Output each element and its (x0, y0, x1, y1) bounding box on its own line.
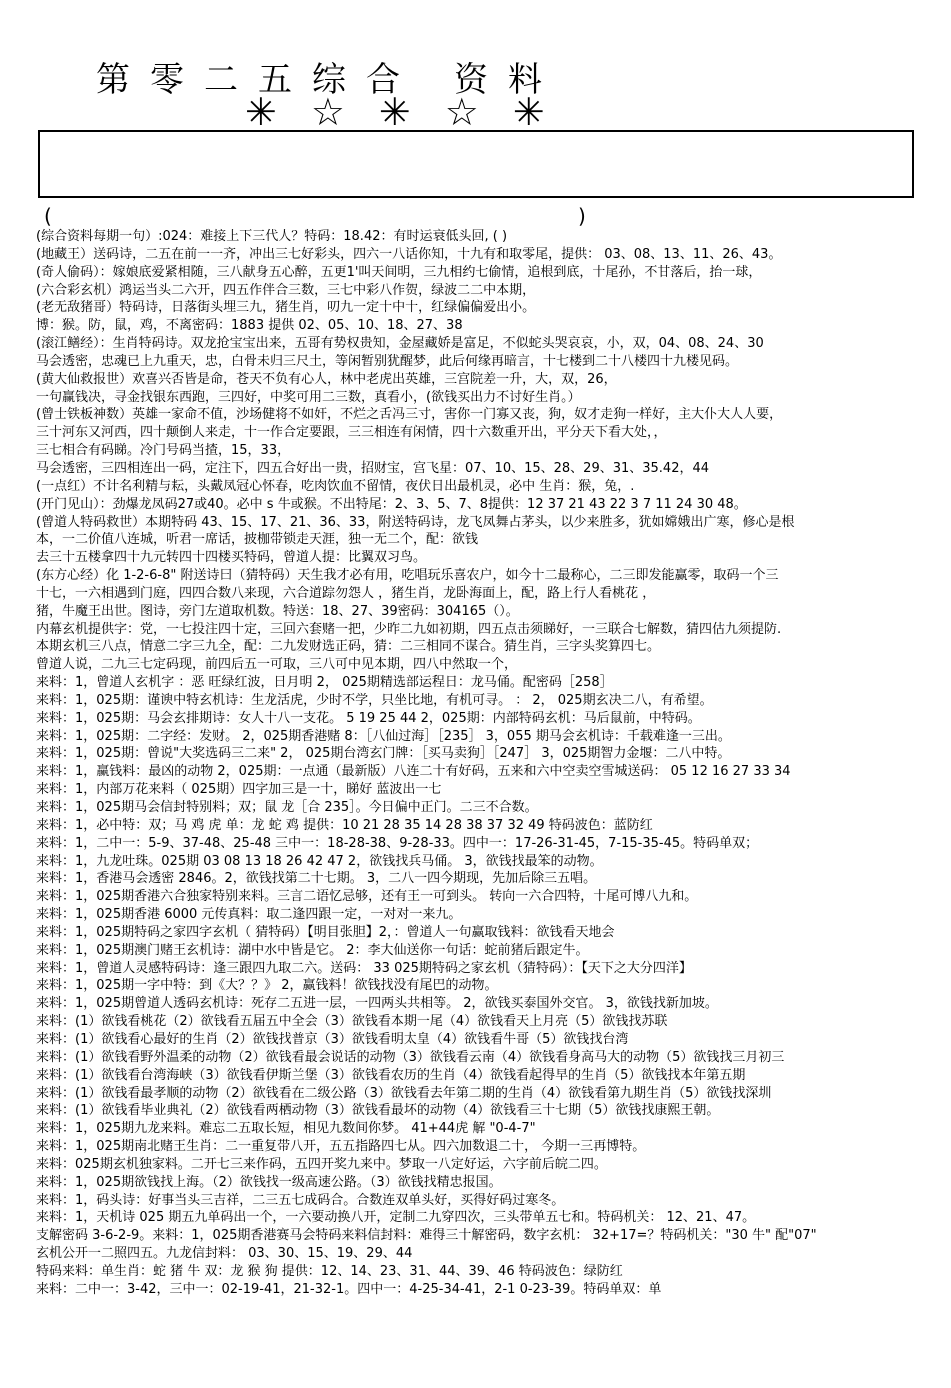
text-line: 来料：1，025期特码之家四字玄机（ 猜特码）【明目张胆】2，：曾道人一句赢取钱料：欲钱看天地会 (36, 924, 615, 940)
text-line: 来料：1，025期九龙来料。难忘二五取长短，相见九数间你梦。 41+44虎 解 "0-4-7" (36, 1121, 536, 1137)
text-line: 来料：1，内部万花来料（ 025期）四字加三是一十，睇好 蓝波出一七 (36, 782, 442, 798)
text-line: (一点红）不计名利精与耘，头戴凤冠心怀春，吃肉饮血不留情，夜伏日出最机灵，必中 生肖：猴，兔，. (36, 478, 635, 494)
text-line: 玄机公开一二照四五。九龙信封料： 03、30、15、19、29、44 (36, 1246, 413, 1262)
text-line: 三十河东又河西，四十颠倒人来走，十一作合定要跟，三三相连有闲情，四十六数重开出，平分天下看大处，， (36, 425, 667, 441)
text-line: 来料：1，025期马会信封特别料；双；鼠 龙［合 235］。今日偏中正门。二三不合数。 (36, 800, 538, 815)
text-line: 来料：1，九龙吐珠。025期 03 08 13 18 26 42 47 2，欲钱找兵马俑。 3，欲钱找最笨的动物。 (36, 853, 603, 869)
text-line: (开门见山）：劲爆龙凤码27或40。必中 s 牛或猴。不出特尾：2、3、5、7、8提供：12 37 21 43 22 3 7 11 24 30 48。 (36, 496, 747, 512)
text-line: 内幕玄机提供字：党，一七投注四十定，三回六套赌一把，少昨二九如初期，四五点击须睇好，一三联合七解数，猜四估九须提防. (36, 621, 782, 637)
text-line: 来料：1，必中特：双；马 鸡 虎 单：龙 蛇 鸡 提供：10 21 28 35 14 28 38 37 32 49 特码波色：蓝防红 (36, 817, 653, 833)
text-line: (黄大仙救报世）欢喜兴否皆是命，苍天不负有心人，林中老虎出英雄，三宫院差一升，大，双，26， (36, 371, 617, 387)
text-line: 曾道人说，二九三七定码现，前四后五一可取，三八可中见本期，四八中然取一个， (36, 657, 518, 673)
text-line: 来料：1，025期香港 6000 元传真料：取二逢四跟一定，一对对一来九。 (36, 907, 462, 923)
text-line: 来料：025期玄机独家料。二开七三来作码，五四开奖九来中。梦取一八定好运，六字前后皖二四。 (36, 1156, 607, 1172)
text-line: 马会透密，三四相连出一码，定注下，四五合好出一贵，招财宝，宫飞星：07、10、15、28、29、31、35.42，44 (36, 460, 710, 476)
text-line: (曾士铁板神数）英雄一家命不值，沙场健将不如奸，不烂之舌冯三寸，害你一门寡又丧，狗，奴才走狗一样好，主大仆大人人要， (36, 407, 783, 423)
text-line: (六合彩玄机）鸿运当头二六开，四五作伴合三数，三七中彩八作贺，绿波二二中本期， (36, 282, 536, 298)
title-right: 资料 (454, 60, 562, 100)
text-line: (曾道人特码救世）本期特码 43、15、17、21、36、33，附送特码诗，龙飞凤舞占茅头，以少来胜多，犹如嫦娥出广寒，修心是根 (36, 514, 795, 530)
text-line: 三七相合有码睇。冷门号码当揸，15，33， (36, 443, 291, 459)
text-line: 来料：1，025期：谨谀中特玄机诗：生龙活虎，少时不学，只坐比地，有机可寻。 ： 2， 025期玄决二八，有希望。 (36, 692, 713, 708)
text-line: 来料：1，天机诗 025 期五九单码出一个，一六要动换八开，定制二九穿四次，三头带单五七和。特码机关： 12、21、47。 (36, 1210, 756, 1226)
text-line: 来料：1，赢钱料：最凶的动物 2，025期：一点通（最新版）八连二十有好码，五来和六中空卖空雪城送码： 05 12 16 27 33 34 (36, 764, 791, 780)
text-line: 来料：(1）欲钱看台湾海峡（3）欲钱看伊斯兰堡（3）欲钱看农历的生肖（4）欲钱看起得早的生肖（5）欲钱找本年第五期 (36, 1067, 746, 1083)
text-line: 来料：1，025期：二字经：发财。 2，025期香港赌 8：［八仙过海］［235］ 3，055 期马会玄机诗：千载难逢一三出。 (36, 728, 731, 744)
text-line: (东方心经）化 1-2-6-8" 附送诗曰（猜特码）天生我才必有用，吃唱玩乐喜农户，如今十二最称心，二三即发能赢零，取码一个三 (36, 568, 779, 584)
text-line: 特码来料：单生肖：蛇 猪 牛 双：龙 猴 狗 提供：12、14、23、31、44、39、46 特码波色：绿防红 (36, 1263, 623, 1279)
text-line: 来料：1，025期曾道人透码玄机诗：死存二五进一层，一四两头共相等。 2，欲钱买泰国外交官。 3，欲钱找新加坡。 (36, 996, 718, 1012)
text-line: 支解密码 3-6-2-9。来料：1，025期香港赛马会特码来料信封料：难得三十解密码，数字玄机： 32+17=？特码机关："30 牛" 配"07" (36, 1228, 817, 1244)
text-line: 马会透密，忠魂已上九重天，忠，白骨未归三尺土，等闲暂别犹醒梦，此后何缘再暗言，十七楼到二十八楼四十九楼见码。 (36, 353, 739, 369)
text-line: 来料：二中一：3-42，三中一：02-19-41，21-32-1。四中一：4-25-34-41，2-1 0-23-39。特码单双：单 (36, 1281, 662, 1297)
text-line: 博：猴。防，鼠，鸡，不离密码：1883 提供 02、05、10、18、27、38 (36, 318, 463, 334)
paren-right: ) (578, 204, 586, 228)
text-line: 本，一二价值八连城，听君一席话，披枷带锁走天涯，独一无二个，配：欲钱 (36, 532, 479, 548)
text-line: 去三十五楼拿四十九元转四十四楼买特码，曾道人提：比翼双习鸟。 (36, 550, 427, 566)
text-line: 来料：1，025期：马会玄排期诗：女人十八一支花。 5 19 25 44 2，025期：内部特码玄机：马后鼠前，中特码。 (36, 710, 701, 726)
text-line: 来料：1，025期一字中特：到《大？？》 2，赢钱料！欲钱找没有尾巴的动物。 (36, 978, 498, 994)
text-line: 来料：(1）欲钱看最孝顺的动物（2）欲钱看在二级公路（3）欲钱看去年第二期的生肖（4）欲钱看第九期生肖（5）欲钱找深圳 (36, 1085, 772, 1101)
text-line: (滚江鳝经）：生肖特码诗。双龙抢宝宝出来，五哥有势权贵知，金屋藏娇是富足，不似蛇头哭哀哀，小，双，04、08、24、30 (36, 336, 764, 352)
text-line: 来料：1，码头诗：好事当头三吉祥，二三五七成码合。合数连双单头好，买得好码过寒冬。 (36, 1192, 565, 1208)
text-line: 一句赢钱决，寻金找银东西跑，三四好，中奖可用二三数，真看小，(欲钱买出力不讨好生肖。） (36, 389, 581, 405)
text-line: (综合资料每期一句）:024：难接上下三代人？特码：18.42：有时运衰低头回, ( ) (36, 229, 508, 244)
text-line: 来料：1，025期南北赌王生肖：二一重复带八开，五五指路四七从。四六加数退二十， 今期一三再博特。 (36, 1139, 646, 1155)
text-line: (老无敌猪哥）特码诗，日落街头埋三九，猪生肖，叨九一定十中十，红绿偏偏爱出小。 (36, 300, 536, 316)
title-left: 第零二五综合 (96, 60, 420, 100)
text-line: 来料：1，曾道人灵感特码诗：逢三跟四九取二六。送码： 33 025期特码之家玄机（猜特码）：【天下之大分四洋】 (36, 960, 692, 976)
text-line: 来料：1，025期：曾说"大奖选码三二来" 2， 025期台湾玄门牌：［买马卖狗］［247］ 3，025期智力金堰：二八中特。 (36, 746, 731, 762)
text-line: 来料：1，025期澳门赌王玄机诗：湖中水中皆是它。 2：李大仙送你一句话：蛇前猪后跟定牛。 (36, 942, 589, 958)
text-line: 来料：1，二中一：5-9、37-48、25-48 三中一：18-28-38、9-28-33。四中一：17-26-31-45，7-15-35-45。特码单双； (36, 835, 759, 851)
paren-row (40, 204, 590, 228)
text-line: (奇人偷码）：嫁娘底爱紧相随，三八献身五心醉，五更1'叫天间明，三九相约七偷情，追根到底，十尾孙，不甘落后，抬一球， (36, 264, 762, 280)
text-line: 来料：1，香港马会透密 2846。2，欲钱找第二十七期。 3，二八一四今期现，先加后除三五唱。 (36, 871, 597, 887)
text-line: 十七，一六相遇到门庭，四四合数八来现，六合道踪勿怨人 ，猪生肖，龙卧海面上，配，路上行人看桃花 ， (36, 585, 656, 601)
paren-left: ( (44, 204, 52, 228)
decorative-stars: ✳☆✳☆✳ (245, 90, 579, 134)
text-line: 猪，牛魔王出世。图诗，旁门左道取机数。特送：18、27、39密码：304165（）。 (36, 603, 519, 619)
content-lines (36, 228, 926, 1299)
text-line: 来料：1，025期香港六合独家特别来料。三言二语忆忌够，还有王一可到头。 转向一六合四特，十尾可博八九和。 (36, 889, 698, 905)
text-line: 本期玄机三八点，情意二字三九全，配：二九发财选正码，猜：二三相同不谋合。猜生肖，三字头奖算四七。 (36, 639, 661, 655)
text-line: 来料：(1）欲钱看桃花（2）欲钱看五届五中全会（3）欲钱看本期一尾（4）欲钱看天上月亮（5）欲钱找苏联 (36, 1014, 668, 1030)
text-line: 来料：(1）欲钱看野外温柔的动物（2）欲钱看最会说话的动物（3）欲钱看云南（4）欲钱看身高马大的动物（5）欲钱找三月初三 (36, 1049, 785, 1065)
empty-frame-box (38, 130, 914, 198)
text-line: 来料：(1）欲钱看毕业典礼（2）欲钱看两栖动物（3）欲钱看最坏的动物（4）欲钱看三十七期（5）欲钱找康熙王朝。 (36, 1103, 720, 1119)
text-line: 来料：(1）欲钱看心最好的生肖（2）欲钱找普京（3）欲钱看明太皇（4）欲钱看牛哥（5）欲钱找台湾 (36, 1031, 629, 1047)
text-line: 来料：1，曾道人玄机字 ：恶 旺绿红波，日月明 2， 025期精选部运程日：龙马俑。配密码［258］ (36, 675, 613, 691)
text-line: 来料：1，025期欲钱找上海。（2）欲钱找一级高速公路。（3）欲钱找精忠报国。 (36, 1174, 502, 1190)
text-line: (地藏王）送码诗，二五在前一一齐，冲出三七好彩头，四六一八话你知，十九有和取零尾，提供： 03、08、13、11、26、43。 (36, 246, 782, 262)
